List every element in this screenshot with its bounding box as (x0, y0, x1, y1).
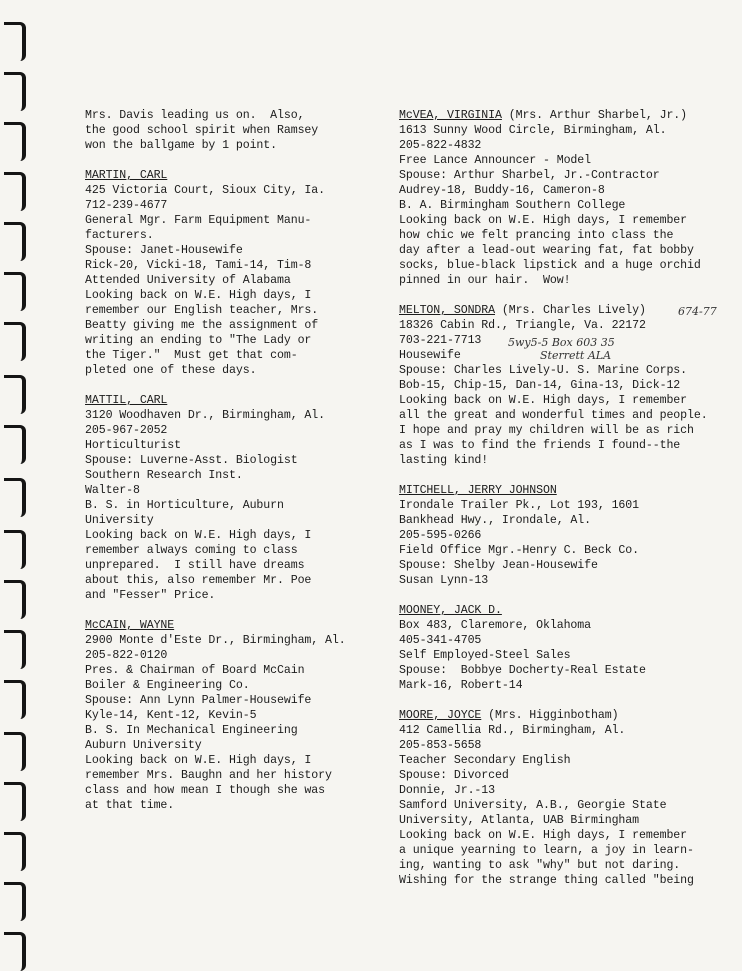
entry-heading (399, 108, 708, 123)
entry-line: 205-967-2052 (85, 424, 168, 437)
directory-entry (399, 483, 708, 588)
entry-line: 712-239-4677 (85, 199, 168, 212)
entry-line: remember Mrs. Baughn and her history (85, 769, 332, 782)
entry-name: MOORE, JOYCE (399, 709, 482, 722)
entry-line: 703-221-7713 (399, 334, 482, 347)
entry-line: won the ballgame by 1 point. (85, 139, 278, 152)
entry-name-suffix: (Mrs. Higginbotham) (481, 709, 619, 722)
entry-line: 3120 Woodhaven Dr., Birmingham, Al. (85, 409, 326, 422)
entry-heading (399, 603, 708, 618)
entry-line: Self Employed-Steel Sales (399, 649, 571, 662)
directory-entry (85, 618, 346, 813)
entry-heading (399, 708, 708, 723)
entry-name: MITCHELL, JERRY JOHNSON (399, 484, 557, 497)
entry-line: B. S. in Horticulture, Auburn (85, 499, 284, 512)
entry-line: Teacher Secondary English (399, 754, 571, 767)
entry-line: class and how mean I though she was (85, 784, 326, 797)
entry-line: Spouse: Divorced (399, 769, 509, 782)
entry-line: Audrey-18, Buddy-16, Cameron-8 (399, 184, 605, 197)
entry-line: University, Atlanta, UAB Birmingham (399, 814, 640, 827)
entry-line: Susan Lynn-13 (399, 574, 489, 587)
entry-line: Samford University, A.B., Georgie State (399, 799, 667, 812)
entry-heading (85, 618, 346, 633)
entry-name: MATTIL, CARL (85, 394, 168, 407)
entry-line: Horticulturist (85, 439, 182, 452)
entry-line: a unique yearning to learn, a joy in learn- (399, 844, 694, 857)
entry-line: Looking back on W.E. High days, I remember (399, 214, 688, 227)
entry-name-suffix: (Mrs. Charles Lively) (495, 304, 646, 317)
entry-line: Wishing for the strange thing called "being (399, 874, 694, 887)
entry-continuation (85, 108, 346, 153)
entry-line: socks, blue-black lipstick and a huge orchid (399, 259, 701, 272)
entry-line: Southern Research Inst. (85, 469, 243, 482)
entry-line: Looking back on W.E. High days, I (85, 754, 312, 767)
entry-line: B. S. In Mechanical Engineering (85, 724, 298, 737)
entry-line: 412 Camellia Rd., Birmingham, Al. (399, 724, 626, 737)
entry-line: Field Office Mgr.-Henry C. Beck Co. (399, 544, 640, 557)
entry-name: MELTON, SONDRA (399, 304, 496, 317)
entry-name-suffix: (Mrs. Arthur Sharbel, Jr.) (501, 109, 688, 122)
entry-heading (85, 168, 346, 183)
entry-line: lasting kind! (399, 454, 489, 467)
entry-line: 405-341-4705 (399, 634, 482, 647)
entry-line: writing an ending to "The Lady or (85, 334, 312, 347)
entry-line: at that time. (85, 799, 175, 812)
entry-line: facturers. (85, 229, 154, 242)
entry-line: 205-822-0120 (85, 649, 168, 662)
entry-line: Bob-15, Chip-15, Dan-14, Gina-13, Dick-12 (399, 379, 681, 392)
entry-line: Mrs. Davis leading us on. Also, (85, 109, 305, 122)
entry-line: Spouse: Ann Lynn Palmer-Housewife (85, 694, 312, 707)
entry-line: the good school spirit when Ramsey (85, 124, 319, 137)
entry-line: Kyle-14, Kent-12, Kevin-5 (85, 709, 257, 722)
entry-line: Looking back on W.E. High days, I remember (399, 394, 688, 407)
entry-line: Spouse: Janet-Housewife (85, 244, 243, 257)
entry-line: ing, wanting to ask "why" but not daring. (399, 859, 681, 872)
entry-line: remember our English teacher, Mrs. (85, 304, 319, 317)
right-column (399, 108, 708, 903)
directory-entry (85, 168, 346, 378)
entry-line: 425 Victoria Court, Sioux City, Ia. (85, 184, 326, 197)
entry-line: 1613 Sunny Wood Circle, Birmingham, Al. (399, 124, 667, 137)
entry-heading (399, 483, 708, 498)
entry-line: Spouse: Arthur Sharbel, Jr.-Contractor (399, 169, 660, 182)
entry-line: University (85, 514, 154, 527)
entry-name: McVEA, VIRGINIA (399, 109, 502, 122)
entry-line: 18326 Cabin Rd., Triangle, Va. 22172 (399, 319, 646, 332)
entry-line: Walter-8 (85, 484, 140, 497)
handwritten-phone-note: 674-77 (678, 305, 717, 318)
entry-line: 205-595-0266 (399, 529, 482, 542)
entry-line: pinned in our hair. Wow! (399, 274, 571, 287)
entry-line: Looking back on W.E. High days, I (85, 529, 312, 542)
entry-line: Spouse: Luverne-Asst. Biologist (85, 454, 298, 467)
entry-line: as I was to find the friends I found--the (399, 439, 681, 452)
entry-line: Auburn University (85, 739, 202, 752)
entry-line: unprepared. I still have dreams (85, 559, 305, 572)
entry-line: day after a lead-out wearing fat, fat bobby (399, 244, 694, 257)
entry-line: Boiler & Engineering Co. (85, 679, 250, 692)
entry-line: about this, also remember Mr. Poe (85, 574, 312, 587)
entry-line: I hope and pray my children will be as rich (399, 424, 694, 437)
entry-line: 205-822-4832 (399, 139, 482, 152)
entry-line: General Mgr. Farm Equipment Manu- (85, 214, 312, 227)
entry-line: Looking back on W.E. High days, I remember (399, 829, 688, 842)
directory-entry (399, 303, 708, 468)
spiral-binding (0, 0, 30, 968)
entry-line: Rick-20, Vicki-18, Tami-14, Tim-8 (85, 259, 312, 272)
entry-line: B. A. Birmingham Southern College (399, 199, 626, 212)
entry-line: Free Lance Announcer - Model (399, 154, 592, 167)
entry-line: Beatty giving me the assignment of (85, 319, 319, 332)
entry-heading (85, 393, 346, 408)
entry-line: Bankhead Hwy., Irondale, Al. (399, 514, 592, 527)
entry-line: Donnie, Jr.-13 (399, 784, 496, 797)
entry-name: MOONEY, JACK D. (399, 604, 502, 617)
directory-entry (399, 603, 708, 693)
directory-entry (85, 393, 346, 603)
entry-line: Spouse: Shelby Jean-Housewife (399, 559, 598, 572)
entry-line: Irondale Trailer Pk., Lot 193, 1601 (399, 499, 640, 512)
entry-line: the Tiger." Must get that com- (85, 349, 298, 362)
entry-line: Attended University of Alabama (85, 274, 291, 287)
entry-line: Mark-16, Robert-14 (399, 679, 523, 692)
entry-line: and "Fesser" Price. (85, 589, 216, 602)
entry-line: Spouse: Charles Lively-U. S. Marine Corps. (399, 364, 688, 377)
entry-line: remember always coming to class (85, 544, 298, 557)
entry-heading (399, 303, 708, 318)
entry-line: Housewife (399, 349, 461, 362)
entry-line: Box 483, Claremore, Oklahoma (399, 619, 592, 632)
entry-name: McCAIN, WAYNE (85, 619, 175, 632)
entry-line: pleted one of these days. (85, 364, 257, 377)
handwritten-address-note-2: Sterrett ALA (540, 349, 612, 362)
entry-line: all the great and wonderful times and people. (399, 409, 708, 422)
entry-line: how chic we felt prancing into class the (399, 229, 674, 242)
handwritten-address-note: 5wy5-5 Box 603 35 (508, 336, 615, 349)
entry-line: Spouse: Bobbye Docherty-Real Estate (399, 664, 646, 677)
entry-name: MARTIN, CARL (85, 169, 168, 182)
directory-entry (399, 708, 708, 888)
entry-line: 205-853-5658 (399, 739, 482, 752)
left-column (85, 108, 346, 828)
directory-entry (399, 108, 708, 288)
entry-line: Looking back on W.E. High days, I (85, 289, 312, 302)
entry-line: Pres. & Chairman of Board McCain (85, 664, 305, 677)
entry-line: 2900 Monte d'Este Dr., Birmingham, Al. (85, 634, 346, 647)
